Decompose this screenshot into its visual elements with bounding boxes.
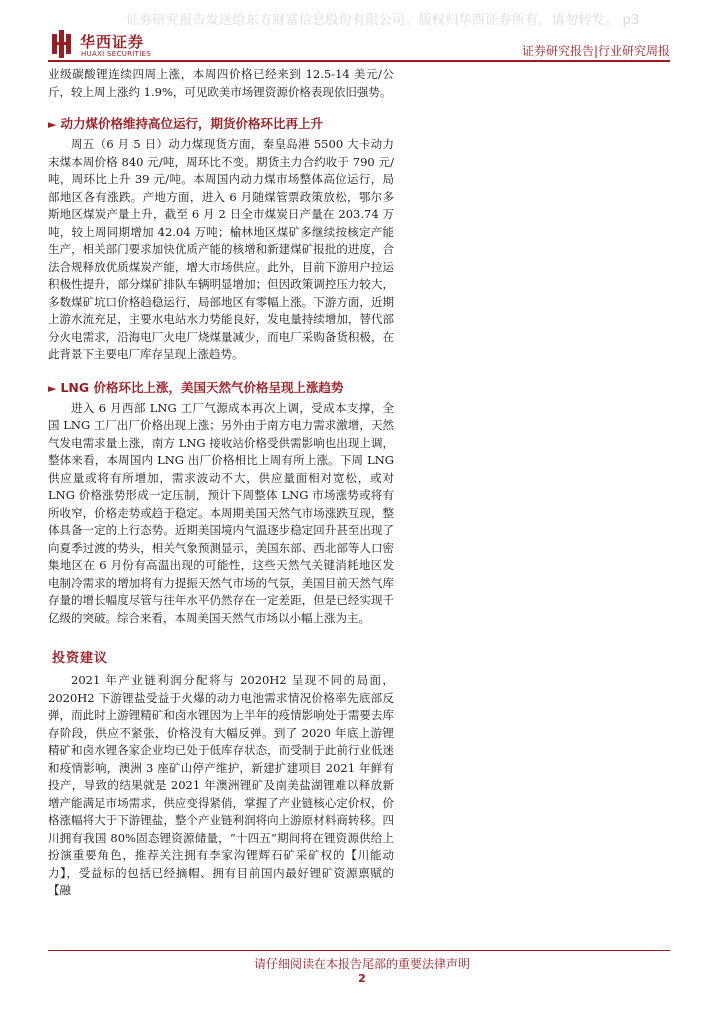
- section-heading-lng: [48, 379, 394, 398]
- footer-divider: [48, 950, 670, 951]
- section-heading-thermal-coal: [48, 115, 394, 134]
- triangle-marker-icon: ►: [48, 118, 57, 131]
- legal-notice: 请仔细阅读在本报告尾部的重要法律声明: [253, 957, 470, 971]
- company-logo: [50, 30, 170, 60]
- logo-chinese-name: 华西证券: [80, 33, 145, 51]
- investment-advice-heading: 投资建议: [52, 651, 109, 666]
- header-divider: [48, 60, 670, 62]
- logo-english-name: HUAXI SECURITIES: [81, 50, 152, 58]
- huaxi-logo-icon: [50, 30, 74, 58]
- report-body: [48, 66, 394, 900]
- investment-advice-paragraph: 2021 年产业链利润分配将与 2020H2 呈现不同的局面，2020H2 下游锂盐受益于火爆的动力电池需求情况价格率先底部反弹，而此时上游锂精矿和卤水锂因为上半年的疫情影响处于需要去库存阶段，供应不紧张，价格没有大幅反弹。到了 2020 年底上游锂精矿和卤水锂各家企业均已处于低库存状态，而受制于此前行业低迷和疫情影响，澳洲 3 座矿山停产维护，新建扩建项目 2021 年鲜有投产，导致的结果就是 2021 年澳洲锂矿及南美盐湖锂难以释放新增产能满足市场需求，供应变得紧俏，掌握了产业链核心定价权，价格涨幅将大于下游锂盐，整个产业链利润将向上游原材料商转移。四川拥有我国 80%固态锂资源储量，“十四五”期间将在锂资源供给上扮演重要角色，推荐关注拥有李家沟锂辉石矿采矿权的【川能动力】，受益标的包括已经摘帽、拥有目前国内最好锂矿资源禀赋的【融: [48, 673, 394, 897]
- page-number: 2: [358, 972, 366, 985]
- section-heading-text: LNG 价格环比上涨，美国天然气价格呈现上涨趋势: [60, 379, 344, 395]
- triangle-marker-icon: ►: [48, 381, 57, 395]
- section-heading-text: 动力煤价格维持高位运行，期货价格环比再上升: [60, 116, 323, 131]
- report-type-label: 证券研究报告|行业研究周报: [521, 44, 670, 58]
- thermal-coal-paragraph: 周五（6 月 5 日）动力煤现货方面，秦皇岛港 5500 大卡动力末煤本周价格 840 元/吨，周环比不变。期货主力合约收于 790 元/吨，周环比上升 39 元/吨。本周国内动力煤市场整体高位运行，局部地区各有涨跌。产地方面，进入 6 月随煤管票政策放松，鄂尔多斯地区煤炭产量上升，截至 6 月 2 日全市煤炭日产量在 203.74 万吨，较上周同期增加 42.04 万吨；榆林地区煤矿多继续按核定产能生产，相关部门要求加快优质产能的核增和新建煤矿报批的进度，合法合规释放优质煤炭产能，增大市场供应。此外，目前下游用户拉运积极性提升，部分煤矿排队车辆明显增加；但因政策调控压力较大，多数煤矿坑口价格趋稳运行，局部地区有零幅上涨。下游方面，近期上游水流充足，主要水电站水力势能良好，发电量持续增加，替代部分火电需求，沿海电厂火电厂烧煤量减少，而电厂采购备货积极，在此背景下主要电厂库存呈现上涨趋势。: [48, 137, 394, 361]
- watermark-text: 证券研究报告发送给东方财富信息股份有限公司。版权归华西证券所有，请勿转发。 p3: [126, 13, 640, 28]
- lng-paragraph: 进入 6 月西部 LNG 工厂气源成本再次上调，受成本支撑，全国 LNG 工厂出厂价格出现上涨；另外由于南方电力需求激增，天然气发电需求量上涨，南方 LNG 接收站价格受供需影响也出现上调，整体来看，本周国内 LNG 出厂价格相比上周有所上涨。下周 LNG 供应量或将有所增加，需求波动不大，供应量面相对宽松，或对 LNG 价格涨势形成一定压制，预计下周整体 LNG 市场涨势或将有所收窄，价格走势或趋于稳定。本周期美国天然气市场涨跌互现，整体具备一定的上行态势。近期美国境内气温逐步稳定回升甚至出现了向夏季过渡的势头，相关气象预测显示，美国东部、西北部等人口密集地区在 6 月份有高温出现的可能性，这些天然气关键消耗地区发电制冷需求的增加将有力提振天然气市场的气氛，美国目前天然气库存量的增长幅度尽管与往年水平仍然存在一定差距，但是已经实现千亿级的突破。综合来看，本周美国天然气市场以小幅上涨为主。: [48, 400, 394, 625]
- intro-paragraph: 业级碳酸锂连续四周上涨，本周四价格已经来到 12.5-14 美元/公斤，较上周上涨约 1.9%，可见欧美市场锂资源价格表现依旧强势。: [48, 67, 394, 99]
